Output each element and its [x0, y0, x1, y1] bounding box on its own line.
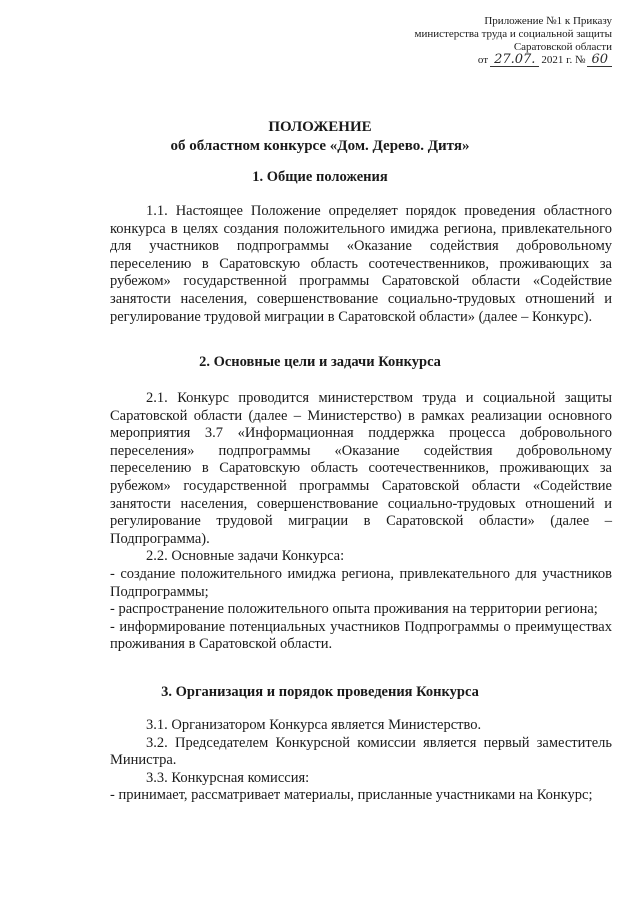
annex-line-2: министерства труда и социальной защиты — [414, 28, 612, 40]
commission-list-item: - принимает, рассматривает материалы, присланные участниками на Конкурс; — [110, 787, 593, 804]
document-title — [0, 118, 640, 156]
section-3-heading: 3. Организация и порядок проведения Конкурса — [161, 684, 479, 700]
date-year: 2021 г. № — [541, 54, 586, 66]
annex-line-3: Саратовской области — [513, 41, 612, 53]
paragraph-1-1: 1.1. Настоящее Положение определяет порядок проведения областного конкурса в целях создания положительного имиджа региона, привлекательного для участников подпрограммы «Оказание содействия добровольному переселению в Саратовскую область соотечественников, проживающих за рубежом» государственной программы Саратовской области «Содействие занятости населения, совершенствование социально-трудовых отношений и регулирование трудовой миграции в Саратовской области» (далее – Конкурс). — [110, 203, 612, 325]
title-line-2: об областном конкурсе «Дом. Дерево. Дитя» — [170, 138, 470, 154]
section-1-heading: 1. Общие положения — [252, 169, 388, 185]
handwritten-number: 60 — [587, 54, 612, 67]
handwritten-date: 27.07. — [490, 54, 539, 67]
section-1-body — [110, 203, 612, 326]
date-prefix: от — [477, 54, 489, 66]
paragraph-3-2: 3.2. Председателем Конкурсной комиссии является первый заместитель Министра. — [110, 734, 612, 769]
section-3-body — [110, 717, 612, 805]
paragraph-3-3: 3.3. Конкурсная комиссия: — [146, 769, 310, 786]
task-list-item: - создание положительного имиджа региона, привлекательного для участников Подпрограммы; — [110, 565, 612, 600]
annex-header — [415, 15, 612, 67]
section-2-heading: 2. Основные цели и задачи Конкурса — [199, 354, 441, 370]
annex-line-1: Приложение №1 к Приказу — [484, 15, 612, 27]
paragraph-3-1: 3.1. Организатором Конкурса является Министерство. — [146, 717, 482, 733]
annex-date-line — [415, 54, 612, 67]
task-list-item: - распространение положительного опыта проживания на территории региона; — [110, 601, 598, 618]
title-line-1: ПОЛОЖЕНИЕ — [268, 119, 372, 135]
paragraph-2-1: 2.1. Конкурс проводится министерством труда и социальной защиты Саратовской области (далее – Министерство) в рамках реализации основного мероприятия 3.7 «Информационная поддержка процесса добровольного переселения» подпрограммы «Оказание содействия добровольному переселению в Саратовскую область соотечественников, проживающих за рубежом» государственной программы Саратовской области «Содействие занятости населения, совершенствование социально-трудовых отношений и регулирование трудовой миграции в Саратовской области» (далее – Подпрограмма). — [110, 390, 612, 547]
paragraph-2-2: 2.2. Основные задачи Конкурса: — [146, 548, 345, 565]
section-2-body — [110, 390, 612, 654]
task-list-item: - информирование потенциальных участников Подпрограммы о преимуществах проживания в Саратовской области. — [110, 618, 612, 653]
